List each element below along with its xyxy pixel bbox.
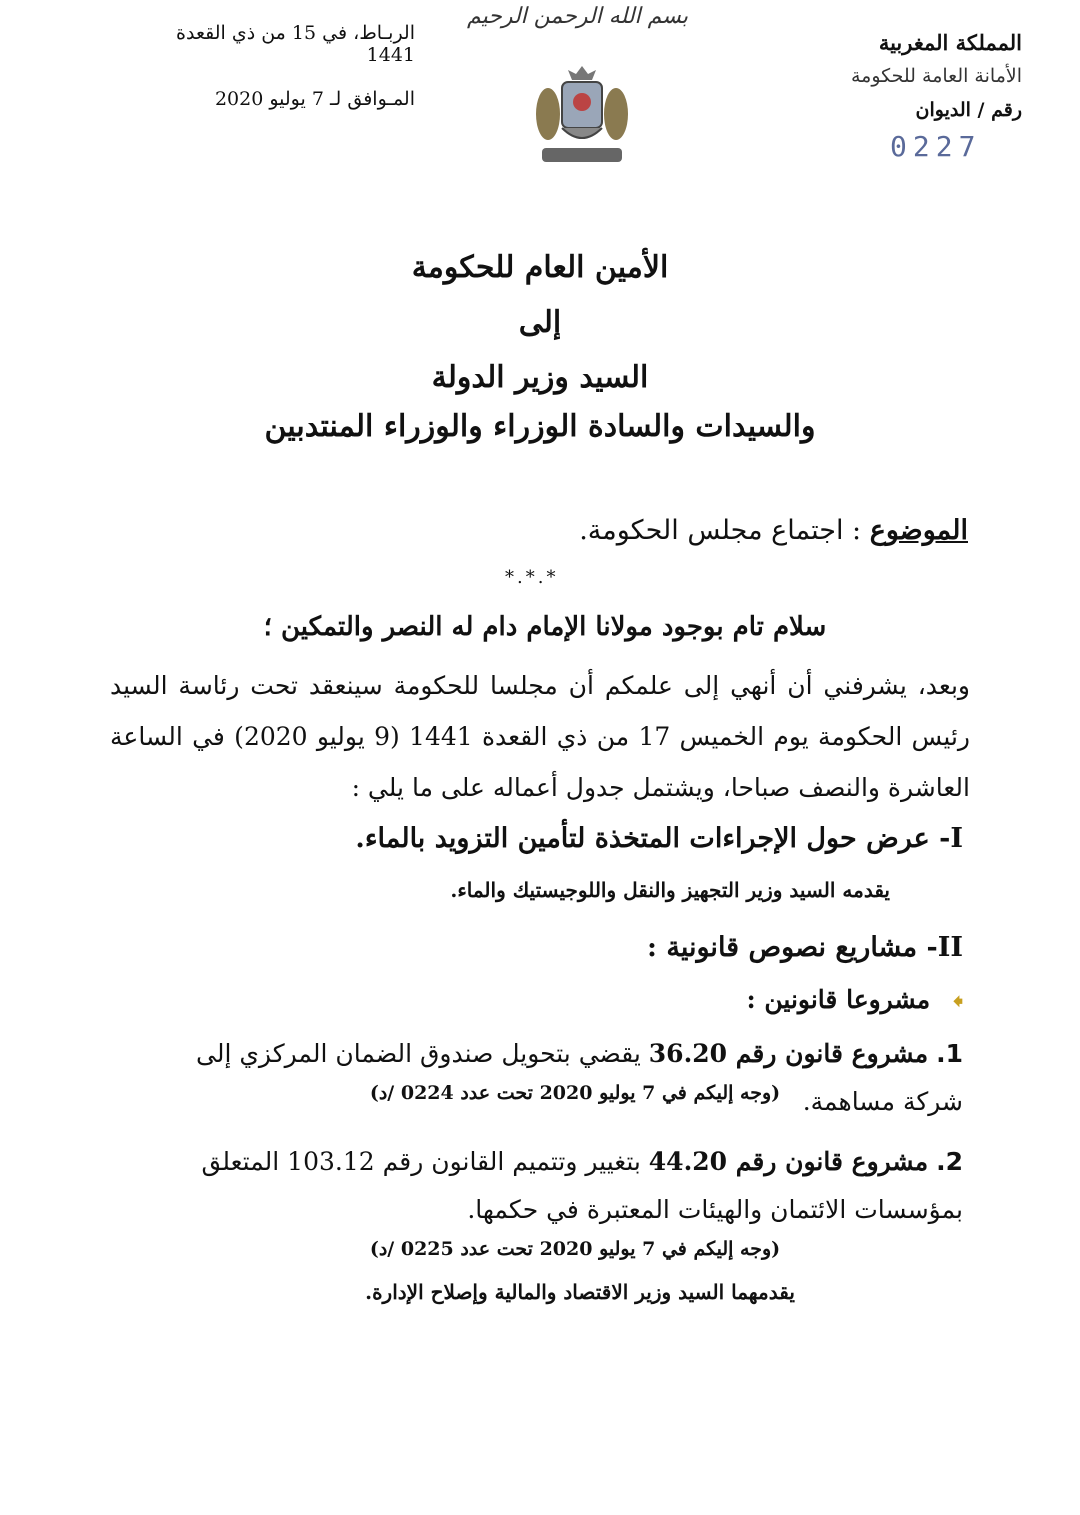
recipient-line2: والسيدات والسادة الوزراء والوزراء المنتدبين	[264, 409, 816, 444]
separator: *.*.*	[505, 567, 559, 588]
arrow-bullet-icon: 🠸	[952, 989, 963, 1013]
section-2-numeral: II-	[926, 932, 963, 963]
section-2-title: مشاريع نصوص قانونية :	[646, 932, 918, 963]
recipient-line1: السيد وزير الدولة	[431, 360, 649, 395]
section-1-heading	[163, 823, 963, 854]
list-item	[133, 1030, 963, 1126]
date-block	[125, 22, 415, 110]
section-2-subtitle-text: مشروعا قانونين :	[746, 985, 931, 1014]
secretariat-name: الأمانة العامة للحكومة	[850, 65, 1022, 87]
item-note: (وجه إليكم في 7 يوليو 2020 تحت عدد 0224 /د)	[369, 1082, 781, 1104]
to-word: إلى	[518, 305, 562, 340]
section-1-presenter: يقدمه السيد وزير التجهيز والنقل واللوجيستيك والماء.	[450, 878, 890, 902]
list-item	[133, 1138, 963, 1234]
sender-title: الأمين العام للحكومة	[411, 250, 669, 285]
header-sender-block	[792, 30, 1022, 121]
item-number: 1.	[936, 1039, 963, 1068]
section-1-numeral: I-	[939, 823, 963, 854]
item-lead: مشروع قانون رقم 44.20	[648, 1147, 929, 1176]
reference-number: 0227	[890, 130, 982, 163]
subject-text: : اجتماع مجلس الحكومة.	[579, 515, 862, 546]
section-2-heading	[163, 932, 963, 963]
coat-of-arms-icon	[532, 62, 632, 170]
date-gregorian: المـوافق لـ 7 يوليو 2020	[214, 88, 415, 110]
section-1-title: عرض حول الإجراءات المتخذة لتأمين التزويد بالماء.	[355, 823, 930, 854]
date-hijri: الربـاط، في 15 من ذي القعدة 1441	[176, 22, 415, 66]
salutation: سلام تام بوجود مولانا الإمام دام له النصر والتمكين ؛	[263, 612, 827, 642]
item-text: يقضي بتحويل صندوق الضمان المركزي إلى شركة مساهمة.	[196, 1039, 963, 1116]
addressee-block	[240, 250, 840, 444]
subject-label: الموضوع	[869, 515, 968, 546]
basmala: بسم الله الرحمن الرحيم	[466, 4, 689, 29]
section-2-presenter: يقدمهما السيد وزير الاقتصاد والمالية وإصلاح الإدارة.	[365, 1280, 795, 1304]
item-lead: مشروع قانون رقم 36.20	[648, 1039, 929, 1068]
intro-paragraph: وبعد، يشرفني أن أنهي إلى علمكم أن مجلسا للحكومة سينعقد تحت رئاسة السيد رئيس الحكومة يوم الخميس 17 من ذي القعدة 1441 (9 يوليو 2020) في الساعة العاشرة والنصف صباحا، ويشتمل جدول أعماله على ما يلي :	[110, 671, 971, 802]
section-2-subtitle	[163, 985, 963, 1021]
subject-line	[248, 515, 968, 546]
item-note: (وجه إليكم في 7 يوليو 2020 تحت عدد 0225 /د)	[369, 1238, 781, 1260]
reference-label: رقم / الديوان	[915, 99, 1022, 121]
item-text: بتغيير وتتميم القانون رقم 103.12 المتعلق بمؤسسات الائتمان والهيئات المعتبرة في حكمها.	[201, 1147, 963, 1224]
kingdom-name: المملكة المغربية	[878, 30, 1022, 55]
item-number: 2.	[936, 1147, 963, 1176]
